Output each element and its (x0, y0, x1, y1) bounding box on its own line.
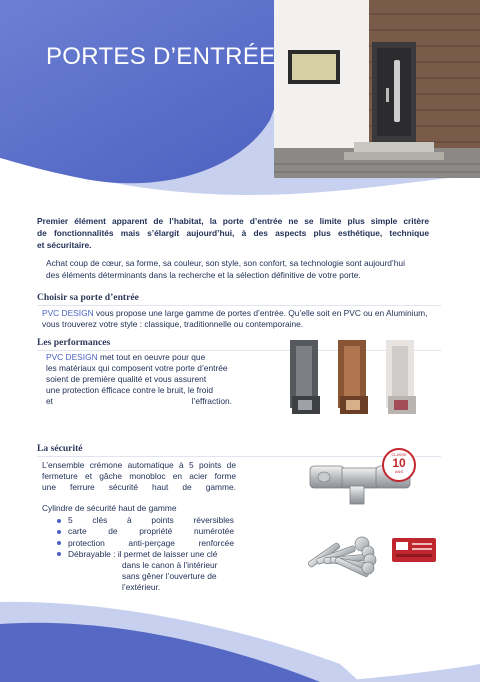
bullet-text (68, 526, 234, 537)
word: anti-perçage (128, 537, 175, 548)
word: de (182, 482, 192, 492)
performance-line-1 (46, 352, 232, 363)
bullet-text (68, 538, 234, 549)
bullet-icon (57, 530, 61, 534)
word: à (127, 515, 132, 525)
bullet-icon (57, 552, 61, 556)
intro-line-2: de fonctionnalités mais s’élargit aujourd’hui, à des aspects plus esthétique, technique (37, 228, 429, 238)
cylinder-title: Cylindre de sécurité haut de gamme (42, 503, 177, 513)
performance-line-3: soient de première qualité et vous assurent (46, 374, 207, 384)
door-profiles-image (288, 338, 436, 420)
intro-sub-line-1: Achat coup de cœur, sa forme, sa couleur, son style, son confort, sa technologie sont aujourd’hui (46, 258, 405, 268)
choose-line-1-text: vous propose une large gamme de portes d’entrée. Qu’elle soit en PVC ou en Aluminium, (93, 308, 428, 318)
intro-sub-line-2: des éléments déterminants dans la recherche et la sélection définitive de votre porte. (46, 270, 361, 280)
security-line-2: fermeture et gâche monobloc en acier forme (42, 471, 236, 481)
footer-wave (0, 594, 480, 682)
intro-line-3: et sécuritaire. (37, 240, 92, 250)
word: propriété (139, 526, 173, 537)
word: une (42, 482, 56, 492)
bullet-text (68, 549, 234, 560)
list-item (54, 549, 234, 560)
page-title: PORTES D’ENTRÉE (46, 43, 276, 70)
performance-last-left: et (46, 396, 53, 406)
debrayable-line-4: l’extérieur. (122, 582, 161, 592)
security-line-1: L’ensemble crémone automatique à 5 points de (42, 460, 236, 470)
bullet-icon (57, 519, 61, 523)
choose-line-2: vous trouverez votre style : classique, traditionnelle ou contemporaine. (42, 319, 304, 329)
word: ferrure (70, 482, 95, 492)
badge-number: 10 (392, 456, 406, 470)
debrayable-line-2: dans le canon à l’intérieur (122, 560, 218, 570)
word: de (108, 526, 118, 537)
word: réversibles (193, 515, 234, 525)
word: haut (152, 482, 169, 492)
badge-top-text: CLASSE (391, 453, 407, 457)
keys-card-image (296, 522, 446, 588)
performance-line-5 (46, 396, 232, 407)
list-item (54, 538, 234, 549)
word: protection (68, 537, 105, 548)
brand-name: PVC DESIGN (42, 308, 94, 318)
word: gamme. (205, 482, 236, 492)
warranty-badge (382, 448, 416, 482)
list-item (54, 515, 234, 526)
word: sécurité (108, 482, 139, 492)
brand-name: PVC DESIGN (46, 352, 98, 362)
cylinder-features-list (54, 515, 234, 560)
performance-line-2: les matériaux qui composent votre porte d’entrée (46, 363, 228, 373)
bullet-icon (57, 541, 61, 545)
section-divider (37, 305, 441, 306)
word: renforcée (198, 537, 234, 548)
debrayable-line: : il permet de laisser une clé (113, 548, 218, 559)
word: points (151, 515, 174, 525)
section-heading-choose: Choisir sa porte d’entrée (37, 292, 139, 303)
badge-bottom-text: ANS (394, 469, 404, 474)
choose-line-1 (42, 308, 442, 319)
word: clés (92, 515, 108, 525)
entrance-door-photo (274, 0, 480, 178)
word: carte (68, 526, 87, 537)
word: 5 (68, 515, 73, 525)
debrayable-line-3: sans gêner l’ouverture de (122, 571, 217, 581)
bullet-text (68, 515, 234, 526)
performance-line-4: une protection éfficace contre le bruit, le froid (46, 385, 213, 395)
debrayable-label: Débrayable (68, 548, 111, 559)
performance-last-right: l’effraction. (191, 396, 232, 406)
security-line-3 (42, 482, 236, 493)
intro-line-1: Premier élément apparent de l’habitat, la porte d’entrée ne se limite plus simple critère (37, 216, 429, 226)
word: numérotée (193, 526, 234, 537)
list-item (54, 526, 234, 537)
performance-line-1-text: met tout en oeuvre pour que (97, 352, 206, 362)
section-heading-security: La sécurité (37, 443, 83, 454)
section-heading-performance: Les performances (37, 337, 111, 348)
